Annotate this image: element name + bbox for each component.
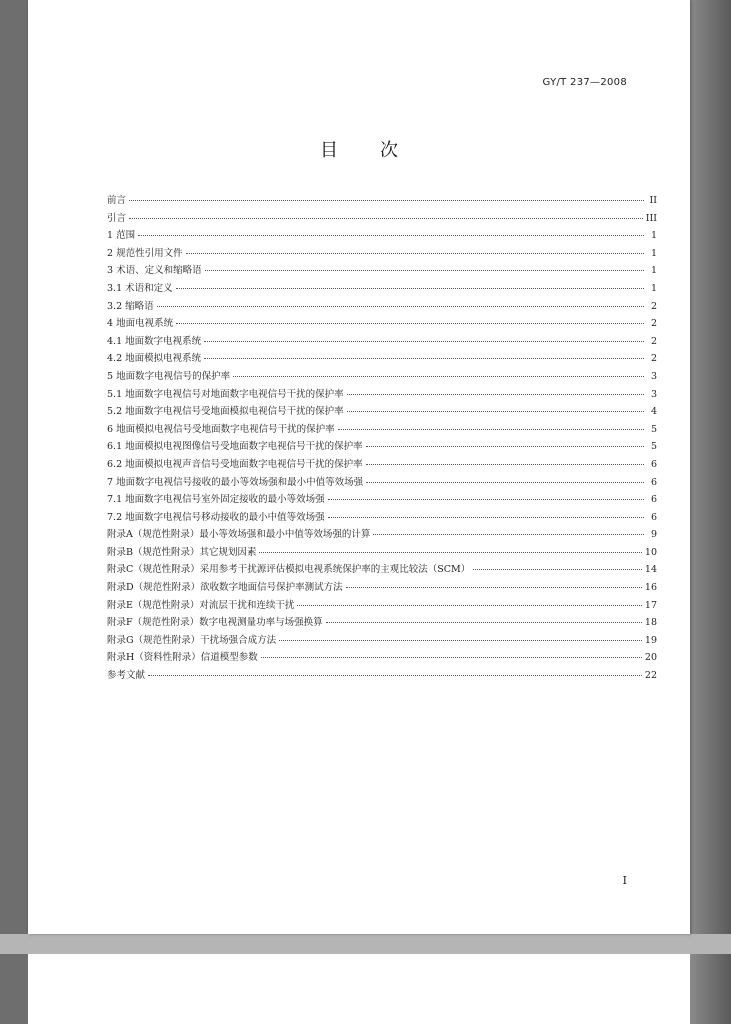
toc-entry-page: 18 <box>644 617 657 629</box>
toc-leader-dots <box>129 200 644 201</box>
toc-entry-page: 5 <box>650 423 657 435</box>
toc-leader-dots <box>328 517 644 518</box>
toc-entry-title: 附录G（规范性附录）干扰场强合成方法 <box>107 634 277 646</box>
toc-leader-dots <box>326 622 642 623</box>
toc-entry-page: 4 <box>650 406 657 418</box>
toc-leader-dots <box>338 429 644 430</box>
toc-entry-title: 7 地面数字电视信号接收的最小等效场强和最小中值等效场强 <box>107 476 364 488</box>
toc-entry-title: 3 术语、定义和缩略语 <box>107 265 202 277</box>
toc-leader-dots <box>176 323 644 324</box>
toc-entry-page: 2 <box>650 335 657 347</box>
toc-entry-page: 6 <box>650 476 657 488</box>
toc-entry-page: 6 <box>650 511 657 523</box>
toc-entry-page: 1 <box>650 247 657 259</box>
toc-leader-dots <box>186 253 644 254</box>
toc-entry[interactable] <box>107 421 657 439</box>
toc-leader-dots <box>233 376 644 377</box>
toc-entry[interactable] <box>107 210 657 228</box>
toc-entry[interactable] <box>107 315 657 333</box>
toc-entry-page: 1 <box>650 230 657 242</box>
toc-entry-page: 3 <box>650 388 657 400</box>
toc-entry-title: 5 地面数字电视信号的保护率 <box>107 370 231 382</box>
toc-entry-page: 19 <box>644 634 657 646</box>
toc-leader-dots <box>473 569 642 570</box>
toc-leader-dots <box>346 587 642 588</box>
toc-entry-title: 参考文献 <box>107 670 146 682</box>
toc-entry-page: 9 <box>650 529 657 541</box>
toc-entry-page: 5 <box>650 441 657 453</box>
toc-leader-dots <box>261 657 642 658</box>
toc-leader-dots <box>205 270 644 271</box>
toc-entry-title: 附录D（规范性附录）欲收数字地面信号保护率测试方法 <box>107 582 343 594</box>
toc-leader-dots <box>297 605 641 606</box>
toc-entry-title: 附录C（规范性附录）采用参考干扰源评估模拟电视系统保护率的主观比较法（SCM） <box>107 564 471 576</box>
toc-leader-dots <box>259 552 641 553</box>
toc-entry-title: 附录E（规范性附录）对流层干扰和连续干扰 <box>107 599 295 611</box>
toc-leader-dots <box>373 534 644 535</box>
page-gap <box>0 934 731 954</box>
toc-entry-title: 2 规范性引用文件 <box>107 247 183 259</box>
background-right <box>690 0 731 1024</box>
toc-entry[interactable] <box>107 350 657 368</box>
toc-leader-dots <box>204 341 644 342</box>
toc-entry-page: 1 <box>650 265 657 277</box>
toc-entry-title: 5.2 地面数字电视信号受地面模拟电视信号干扰的保护率 <box>107 406 344 418</box>
toc-entry[interactable] <box>107 438 657 456</box>
toc-entry[interactable] <box>107 561 657 579</box>
toc-entry[interactable] <box>107 280 657 298</box>
toc-entry-page: II <box>649 195 657 206</box>
toc-entry-title: 4.2 地面模拟电视系统 <box>107 353 202 365</box>
toc-leader-dots <box>138 235 644 236</box>
toc-entry[interactable] <box>107 474 657 492</box>
toc-entry[interactable] <box>107 544 657 562</box>
toc-entry-page: III <box>645 212 657 224</box>
toc-entry-title: 附录A（规范性附录）最小等效场强和最小中值等效场强的计算 <box>107 529 371 541</box>
toc-entry-page: 1 <box>650 282 657 294</box>
toc-entry-page: 16 <box>644 582 657 594</box>
toc-entry[interactable] <box>107 509 657 527</box>
table-of-contents <box>107 192 657 685</box>
toc-entry[interactable] <box>107 333 657 351</box>
toc-entry[interactable] <box>107 526 657 544</box>
toc-entry-title: 6.1 地面模拟电视图像信号受地面数字电视信号干扰的保护率 <box>107 441 363 453</box>
toc-entry-title: 前言 <box>107 195 127 206</box>
toc-entry-title: 3.2 缩略语 <box>107 300 154 312</box>
toc-entry[interactable] <box>107 245 657 263</box>
toc-entry-page: 10 <box>644 546 657 558</box>
toc-entry-page: 2 <box>650 300 657 312</box>
toc-leader-dots <box>366 446 644 447</box>
toc-entry-title: 6.2 地面模拟电视声音信号受地面数字电视信号干扰的保护率 <box>107 458 363 470</box>
toc-entry-page: 2 <box>650 318 657 330</box>
toc-leader-dots <box>157 306 644 307</box>
page-number: I <box>622 874 627 887</box>
toc-entry[interactable] <box>107 227 657 245</box>
document-page <box>28 0 690 934</box>
document-code: GY/T 237—2008 <box>542 77 627 88</box>
page-title: 目次 <box>320 140 440 161</box>
toc-entry-title: 6 地面模拟电视信号受地面数字电视信号干扰的保护率 <box>107 423 335 435</box>
next-page <box>28 954 690 1024</box>
toc-leader-dots <box>347 394 644 395</box>
toc-entry[interactable] <box>107 386 657 404</box>
toc-entry-page: 20 <box>644 652 657 664</box>
toc-leader-dots <box>129 218 643 219</box>
toc-entry-page: 17 <box>644 599 657 611</box>
toc-entry[interactable] <box>107 597 657 615</box>
toc-entry-page: 14 <box>644 564 657 576</box>
toc-entry-title: 1 范围 <box>107 230 136 242</box>
toc-entry-page: 22 <box>644 670 657 682</box>
toc-leader-dots <box>279 640 642 641</box>
toc-entry-title: 3.1 术语和定义 <box>107 282 173 294</box>
toc-entry[interactable] <box>107 614 657 632</box>
toc-entry-page: 6 <box>650 494 657 506</box>
toc-entry[interactable] <box>107 298 657 316</box>
toc-entry[interactable] <box>107 649 657 667</box>
toc-entry-title: 4.1 地面数字电视系统 <box>107 335 202 347</box>
toc-entry[interactable] <box>107 262 657 280</box>
toc-entry-title: 附录F（规范性附录）数字电视测量功率与场强换算 <box>107 617 323 629</box>
toc-leader-dots <box>148 675 642 676</box>
toc-leader-dots <box>366 482 644 483</box>
toc-entry-title: 5.1 地面数字电视信号对地面数字电视信号干扰的保护率 <box>107 388 344 400</box>
toc-leader-dots <box>347 411 644 412</box>
toc-entry-page: 2 <box>650 353 657 365</box>
toc-entry-title: 附录B（规范性附录）其它规划因素 <box>107 546 257 558</box>
toc-leader-dots <box>204 358 644 359</box>
toc-entry[interactable] <box>107 192 657 210</box>
toc-entry[interactable] <box>107 368 657 386</box>
toc-entry-title: 附录H（资料性附录）信道模型参数 <box>107 652 258 664</box>
toc-entry-title: 7.2 地面数字电视信号移动接收的最小中值等效场强 <box>107 511 325 523</box>
toc-entry-title: 7.1 地面数字电视信号室外固定接收的最小等效场强 <box>107 494 325 506</box>
toc-entry[interactable] <box>107 632 657 650</box>
toc-entry[interactable] <box>107 491 657 509</box>
toc-leader-dots <box>176 288 644 289</box>
toc-leader-dots <box>328 499 644 500</box>
toc-entry-title: 4 地面电视系统 <box>107 318 174 330</box>
toc-entry-title: 引言 <box>107 212 127 224</box>
toc-entry[interactable] <box>107 667 657 685</box>
toc-entry[interactable] <box>107 579 657 597</box>
toc-entry-page: 3 <box>650 370 657 382</box>
toc-entry[interactable] <box>107 456 657 474</box>
toc-leader-dots <box>366 464 644 465</box>
toc-entry[interactable] <box>107 403 657 421</box>
toc-entry-page: 6 <box>650 458 657 470</box>
